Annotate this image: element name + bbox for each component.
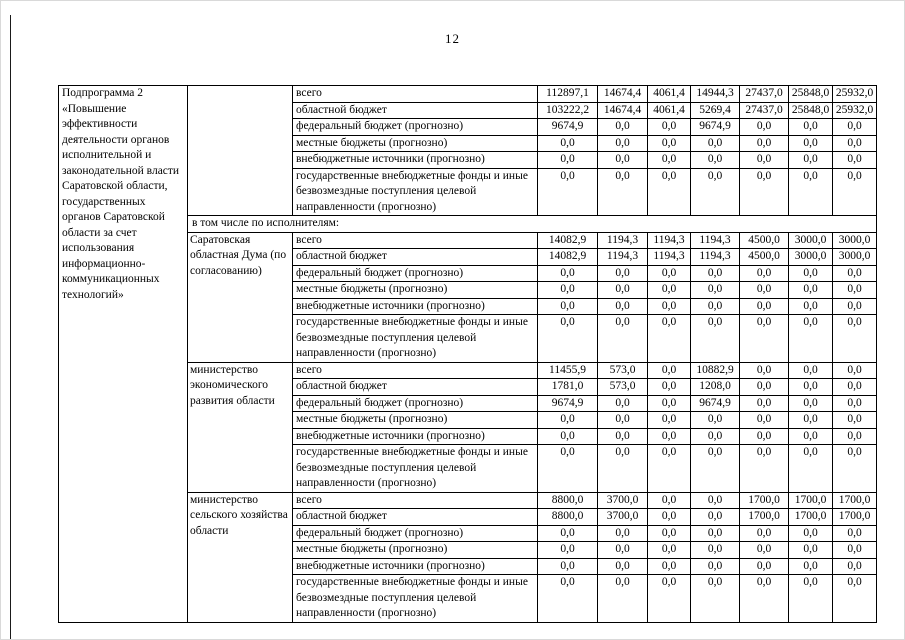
executor-cell: министерство сельского хозяйства области [188, 492, 293, 622]
executor-cell [188, 86, 293, 216]
value-cell: 0,0 [740, 168, 789, 216]
budget-label-cell: федеральный бюджет (прогнозно) [293, 395, 538, 412]
value-cell: 0,0 [691, 265, 740, 282]
executor-cell: министерство экономического развития области [188, 362, 293, 492]
value-cell: 0,0 [598, 282, 648, 299]
value-cell: 0,0 [833, 152, 877, 169]
value-cell: 0,0 [833, 379, 877, 396]
value-cell: 0,0 [648, 525, 691, 542]
value-cell: 0,0 [789, 119, 833, 136]
value-cell: 0,0 [598, 542, 648, 559]
value-cell: 1194,3 [598, 232, 648, 249]
value-cell: 0,0 [789, 558, 833, 575]
value-cell: 1700,0 [740, 509, 789, 526]
value-cell: 0,0 [691, 315, 740, 363]
value-cell: 0,0 [648, 152, 691, 169]
value-cell: 0,0 [789, 298, 833, 315]
value-cell: 0,0 [598, 315, 648, 363]
value-cell: 0,0 [789, 152, 833, 169]
value-cell: 0,0 [691, 135, 740, 152]
value-cell: 0,0 [691, 492, 740, 509]
value-cell: 0,0 [648, 542, 691, 559]
budget-label-cell: всего [293, 362, 538, 379]
value-cell: 0,0 [648, 379, 691, 396]
value-cell: 0,0 [648, 445, 691, 493]
value-cell: 9674,9 [538, 395, 598, 412]
value-cell: 0,0 [789, 379, 833, 396]
value-cell: 1194,3 [691, 232, 740, 249]
value-cell: 25848,0 [789, 86, 833, 103]
value-cell: 0,0 [648, 315, 691, 363]
value-cell: 0,0 [691, 542, 740, 559]
value-cell: 0,0 [538, 265, 598, 282]
value-cell: 5269,4 [691, 102, 740, 119]
budget-label-cell: местные бюджеты (прогнозно) [293, 542, 538, 559]
value-cell: 0,0 [833, 282, 877, 299]
value-cell: 0,0 [833, 315, 877, 363]
value-cell: 0,0 [833, 412, 877, 429]
value-cell: 0,0 [598, 525, 648, 542]
value-cell: 0,0 [833, 362, 877, 379]
value-cell: 0,0 [691, 282, 740, 299]
value-cell: 0,0 [789, 362, 833, 379]
note-cell: в том числе по исполнителям: [188, 216, 877, 233]
table-row [59, 86, 877, 103]
value-cell: 0,0 [740, 135, 789, 152]
budget-label-cell: федеральный бюджет (прогнозно) [293, 525, 538, 542]
value-cell: 0,0 [740, 542, 789, 559]
value-cell: 0,0 [648, 265, 691, 282]
value-cell: 0,0 [740, 265, 789, 282]
value-cell: 1208,0 [691, 379, 740, 396]
value-cell: 0,0 [538, 135, 598, 152]
value-cell: 0,0 [648, 492, 691, 509]
value-cell: 0,0 [789, 265, 833, 282]
value-cell: 0,0 [648, 362, 691, 379]
scan-edge-artifact [10, 15, 11, 639]
value-cell: 0,0 [538, 575, 598, 623]
value-cell: 0,0 [598, 298, 648, 315]
value-cell: 0,0 [538, 542, 598, 559]
budget-label-cell: федеральный бюджет (прогнозно) [293, 119, 538, 136]
budget-label-cell: государственные внебюджетные фонды и иные безвозмездные поступления целевой направленности (прогнозно) [293, 445, 538, 493]
budget-table-body [59, 86, 877, 623]
value-cell: 0,0 [538, 315, 598, 363]
value-cell: 0,0 [648, 135, 691, 152]
value-cell: 1194,3 [691, 249, 740, 266]
value-cell: 0,0 [691, 298, 740, 315]
budget-label-cell: всего [293, 492, 538, 509]
value-cell: 0,0 [740, 119, 789, 136]
value-cell: 11455,9 [538, 362, 598, 379]
budget-label-cell: всего [293, 86, 538, 103]
budget-label-cell: внебюджетные источники (прогнозно) [293, 298, 538, 315]
value-cell: 0,0 [833, 395, 877, 412]
value-cell: 3000,0 [833, 232, 877, 249]
value-cell: 14082,9 [538, 232, 598, 249]
value-cell: 3700,0 [598, 492, 648, 509]
value-cell: 0,0 [833, 298, 877, 315]
value-cell: 0,0 [598, 265, 648, 282]
value-cell: 0,0 [789, 395, 833, 412]
value-cell: 3000,0 [789, 249, 833, 266]
budget-label-cell: всего [293, 232, 538, 249]
value-cell: 0,0 [538, 412, 598, 429]
value-cell: 14674,4 [598, 86, 648, 103]
value-cell: 0,0 [538, 445, 598, 493]
page-number: 12 [445, 31, 460, 46]
value-cell: 0,0 [598, 152, 648, 169]
value-cell: 0,0 [740, 428, 789, 445]
value-cell: 1700,0 [789, 509, 833, 526]
value-cell: 0,0 [789, 445, 833, 493]
budget-table [58, 85, 877, 623]
value-cell: 8800,0 [538, 492, 598, 509]
value-cell: 0,0 [598, 445, 648, 493]
value-cell: 0,0 [538, 168, 598, 216]
value-cell: 25932,0 [833, 86, 877, 103]
value-cell: 0,0 [598, 168, 648, 216]
value-cell: 103222,2 [538, 102, 598, 119]
value-cell: 0,0 [789, 282, 833, 299]
value-cell: 0,0 [538, 525, 598, 542]
value-cell: 0,0 [648, 395, 691, 412]
value-cell: 0,0 [789, 575, 833, 623]
value-cell: 1700,0 [789, 492, 833, 509]
value-cell: 0,0 [740, 152, 789, 169]
value-cell: 573,0 [598, 379, 648, 396]
value-cell: 0,0 [740, 525, 789, 542]
value-cell: 0,0 [598, 395, 648, 412]
value-cell: 0,0 [789, 168, 833, 216]
value-cell: 0,0 [538, 428, 598, 445]
budget-label-cell: областной бюджет [293, 249, 538, 266]
value-cell: 25932,0 [833, 102, 877, 119]
value-cell: 0,0 [538, 152, 598, 169]
value-cell: 0,0 [740, 558, 789, 575]
value-cell: 112897,1 [538, 86, 598, 103]
value-cell: 0,0 [648, 168, 691, 216]
value-cell: 0,0 [833, 119, 877, 136]
value-cell: 0,0 [789, 428, 833, 445]
value-cell: 0,0 [691, 525, 740, 542]
value-cell: 8800,0 [538, 509, 598, 526]
value-cell: 4061,4 [648, 86, 691, 103]
value-cell: 0,0 [648, 119, 691, 136]
value-cell: 0,0 [833, 558, 877, 575]
value-cell: 0,0 [598, 412, 648, 429]
executor-cell: Саратовская областная Дума (по согласованию) [188, 232, 293, 362]
value-cell: 10882,9 [691, 362, 740, 379]
value-cell: 0,0 [598, 135, 648, 152]
value-cell: 14082,9 [538, 249, 598, 266]
budget-label-cell: областной бюджет [293, 509, 538, 526]
value-cell: 1194,3 [648, 232, 691, 249]
value-cell: 27437,0 [740, 86, 789, 103]
value-cell: 0,0 [740, 575, 789, 623]
value-cell: 0,0 [833, 445, 877, 493]
value-cell: 0,0 [648, 428, 691, 445]
value-cell: 0,0 [691, 412, 740, 429]
value-cell: 1194,3 [598, 249, 648, 266]
value-cell: 0,0 [691, 558, 740, 575]
value-cell: 0,0 [740, 445, 789, 493]
value-cell: 0,0 [598, 575, 648, 623]
value-cell: 0,0 [833, 428, 877, 445]
value-cell: 0,0 [691, 152, 740, 169]
value-cell: 3000,0 [789, 232, 833, 249]
value-cell: 0,0 [833, 525, 877, 542]
value-cell: 0,0 [691, 445, 740, 493]
value-cell: 0,0 [833, 542, 877, 559]
value-cell: 0,0 [691, 168, 740, 216]
value-cell: 3000,0 [833, 249, 877, 266]
budget-label-cell: внебюджетные источники (прогнозно) [293, 558, 538, 575]
value-cell: 0,0 [740, 379, 789, 396]
value-cell: 0,0 [740, 315, 789, 363]
budget-label-cell: внебюджетные источники (прогнозно) [293, 152, 538, 169]
value-cell: 0,0 [789, 525, 833, 542]
value-cell: 0,0 [648, 298, 691, 315]
value-cell: 3700,0 [598, 509, 648, 526]
value-cell: 4500,0 [740, 249, 789, 266]
value-cell: 9674,9 [538, 119, 598, 136]
value-cell: 4061,4 [648, 102, 691, 119]
value-cell: 0,0 [648, 282, 691, 299]
value-cell: 27437,0 [740, 102, 789, 119]
value-cell: 0,0 [833, 135, 877, 152]
value-cell: 4500,0 [740, 232, 789, 249]
value-cell: 9674,9 [691, 119, 740, 136]
value-cell: 573,0 [598, 362, 648, 379]
value-cell: 0,0 [691, 509, 740, 526]
value-cell: 1700,0 [833, 509, 877, 526]
value-cell: 0,0 [740, 298, 789, 315]
budget-label-cell: государственные внебюджетные фонды и иные безвозмездные поступления целевой направленности (прогнозно) [293, 168, 538, 216]
value-cell: 14674,4 [598, 102, 648, 119]
budget-label-cell: государственные внебюджетные фонды и иные безвозмездные поступления целевой направленности (прогнозно) [293, 575, 538, 623]
value-cell: 0,0 [648, 558, 691, 575]
value-cell: 0,0 [740, 412, 789, 429]
value-cell: 25848,0 [789, 102, 833, 119]
value-cell: 0,0 [648, 575, 691, 623]
value-cell: 0,0 [691, 575, 740, 623]
program-cell: Подпрограмма 2 «Повышение эффективности деятельности органов исполнительной и законодательной власти Саратовской области, государственных органов Саратовской области за счет использования информационно-коммуникационных технологий» [59, 86, 188, 623]
value-cell: 0,0 [598, 119, 648, 136]
value-cell: 9674,9 [691, 395, 740, 412]
budget-label-cell: внебюджетные источники (прогнозно) [293, 428, 538, 445]
value-cell: 0,0 [538, 558, 598, 575]
value-cell: 0,0 [833, 168, 877, 216]
value-cell: 0,0 [740, 282, 789, 299]
budget-label-cell: местные бюджеты (прогнозно) [293, 412, 538, 429]
value-cell: 0,0 [789, 542, 833, 559]
value-cell: 0,0 [789, 315, 833, 363]
value-cell: 0,0 [691, 428, 740, 445]
value-cell: 0,0 [789, 135, 833, 152]
value-cell: 0,0 [789, 412, 833, 429]
value-cell: 0,0 [833, 575, 877, 623]
budget-label-cell: областной бюджет [293, 379, 538, 396]
budget-label-cell: федеральный бюджет (прогнозно) [293, 265, 538, 282]
value-cell: 1700,0 [833, 492, 877, 509]
budget-label-cell: государственные внебюджетные фонды и иные безвозмездные поступления целевой направленности (прогнозно) [293, 315, 538, 363]
value-cell: 1194,3 [648, 249, 691, 266]
value-cell: 0,0 [598, 558, 648, 575]
value-cell: 14944,3 [691, 86, 740, 103]
value-cell: 0,0 [648, 412, 691, 429]
value-cell: 0,0 [538, 298, 598, 315]
value-cell: 0,0 [833, 265, 877, 282]
budget-label-cell: местные бюджеты (прогнозно) [293, 282, 538, 299]
value-cell: 1700,0 [740, 492, 789, 509]
value-cell: 0,0 [740, 395, 789, 412]
value-cell: 0,0 [740, 362, 789, 379]
value-cell: 0,0 [598, 428, 648, 445]
budget-label-cell: областной бюджет [293, 102, 538, 119]
value-cell: 1781,0 [538, 379, 598, 396]
value-cell: 0,0 [648, 509, 691, 526]
budget-label-cell: местные бюджеты (прогнозно) [293, 135, 538, 152]
value-cell: 0,0 [538, 282, 598, 299]
